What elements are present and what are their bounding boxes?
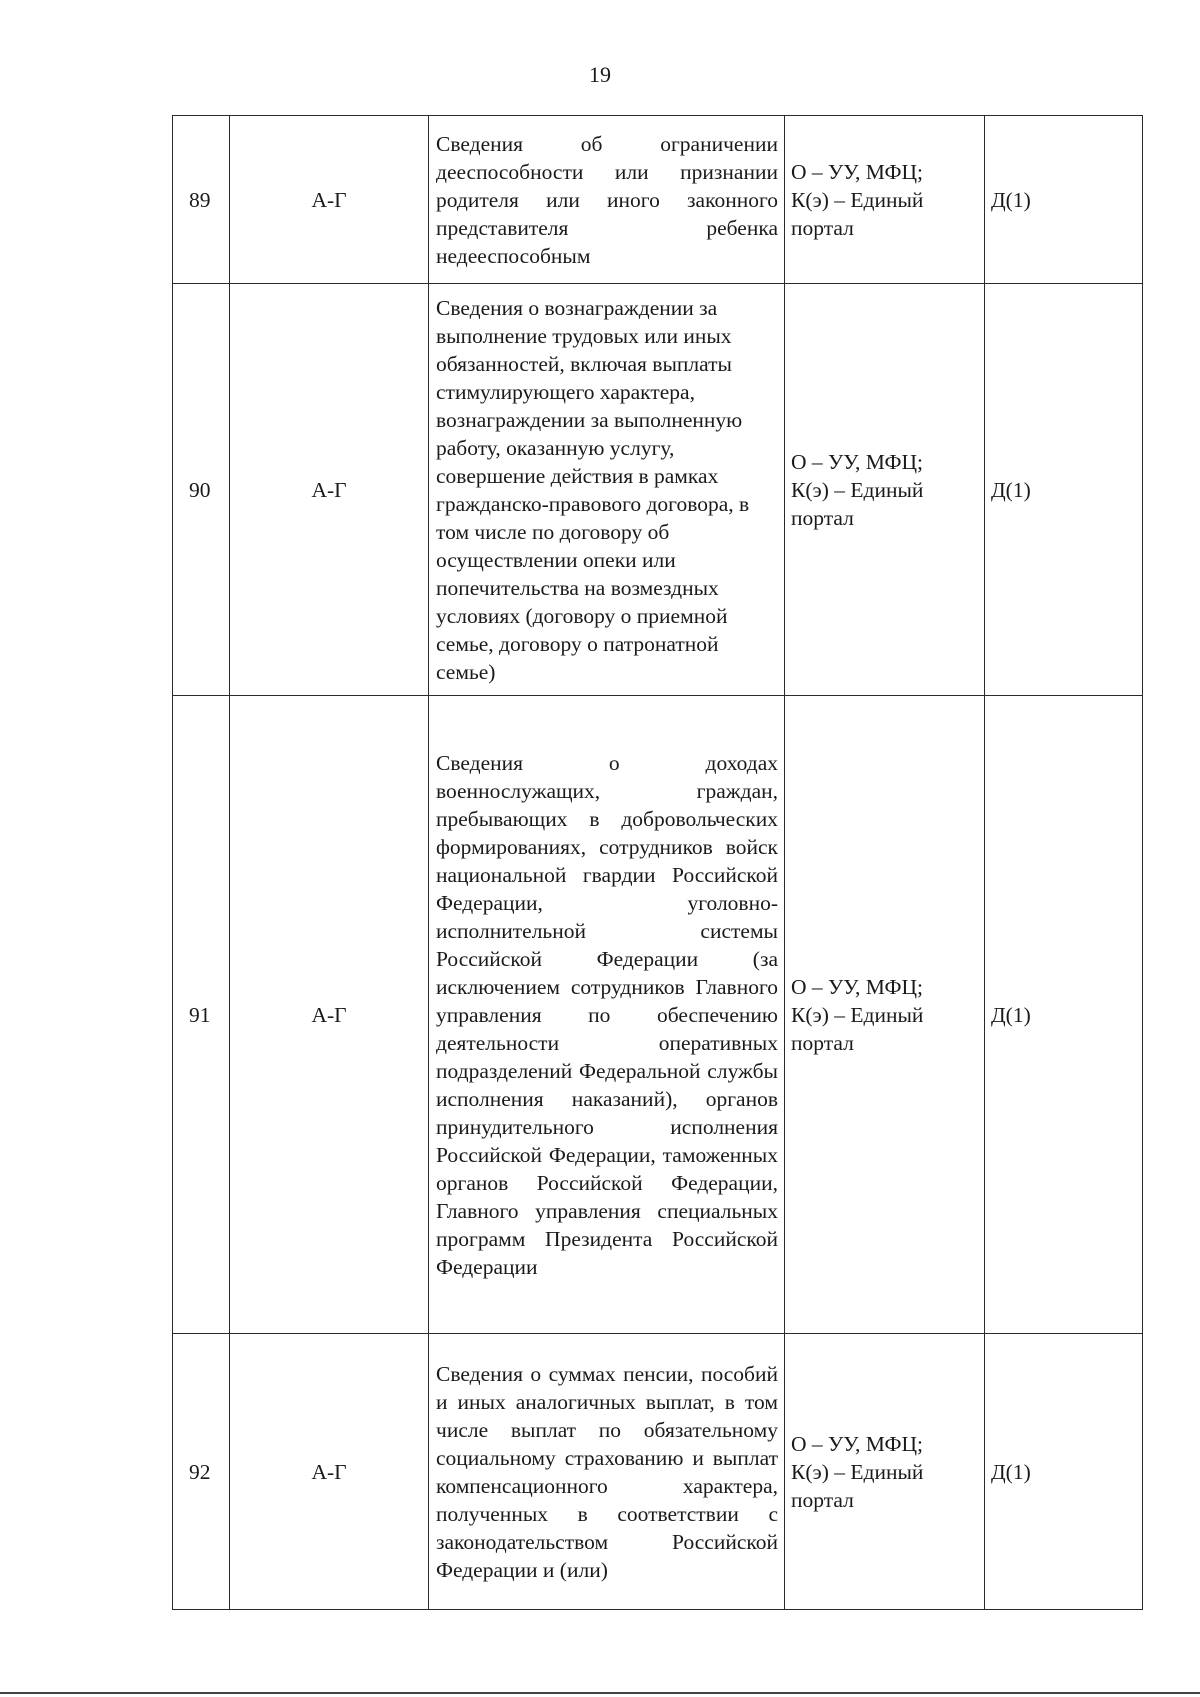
page-bottom-rule	[0, 1692, 1200, 1694]
source-line: портал	[791, 1487, 854, 1512]
row-number: 90	[173, 284, 230, 696]
source-line: портал	[791, 215, 854, 240]
row-source	[785, 1334, 985, 1610]
source-line: К(э) – Единый	[791, 1002, 924, 1027]
page-number: 19	[589, 62, 611, 87]
row-code: Д(1)	[985, 1334, 1143, 1610]
row-category: А-Г	[230, 116, 429, 284]
row-source	[785, 284, 985, 696]
source-line: О – УУ, МФЦ;	[791, 159, 924, 184]
row-category: А-Г	[230, 696, 429, 1334]
source-line: К(э) – Единый	[791, 187, 924, 212]
source-line: портал	[791, 505, 854, 530]
table-row	[173, 284, 1143, 696]
source-line: О – УУ, МФЦ;	[791, 449, 924, 474]
source-line: портал	[791, 1030, 854, 1055]
row-description: Сведения о вознаграждении за выполнение трудовых или иных обязанностей, включая выплаты стимулирующего характера, вознаграждении за выполненную работу, оказанную услугу, совершение действия в рамках гражданско-правового договора, в том числе по договору об осуществлении опеки или попечительства на возмездных условиях (договору о приемной семье, договору о патронатной семье)	[429, 284, 785, 696]
table-row	[173, 116, 1143, 284]
source-line: К(э) – Единый	[791, 1459, 924, 1484]
row-description: Сведения о суммах пенсии, пособий и иных аналогичных выплат, в том числе выплат по обязательному социальному страхованию и выплат компенсационного характера, полученных в соответствии с законодательством Российской Федерации и (или)	[429, 1334, 785, 1610]
row-source	[785, 696, 985, 1334]
row-number: 89	[173, 116, 230, 284]
row-category: А-Г	[230, 1334, 429, 1610]
row-code: Д(1)	[985, 116, 1143, 284]
row-source	[785, 116, 985, 284]
source-line: О – УУ, МФЦ;	[791, 974, 924, 999]
source-line: О – УУ, МФЦ;	[791, 1431, 924, 1456]
row-description: Сведения о доходах военнослужащих, граждан, пребывающих в добровольческих формированиях, сотрудников войск национальной гвардии Российской Федерации, уголовно-исполнительной системы Российской Федерации (за исключением сотрудников Главного управления по обеспечению деятельности оперативных подразделений Федеральной службы исполнения наказаний), органов принудительного исполнения Российской Федерации, таможенных органов Российской Федерации, Главного управления специальных программ Президента Российской Федерации	[429, 696, 785, 1334]
row-number: 91	[173, 696, 230, 1334]
source-line: К(э) – Единый	[791, 477, 924, 502]
row-number: 92	[173, 1334, 230, 1610]
table-row	[173, 696, 1143, 1334]
row-category: А-Г	[230, 284, 429, 696]
documents-table	[172, 115, 1143, 1610]
row-description: Сведения об ограничении дееспособности или признании родителя или иного законного представителя ребенка недееспособным	[429, 116, 785, 284]
table-row	[173, 1334, 1143, 1610]
row-code: Д(1)	[985, 284, 1143, 696]
row-code: Д(1)	[985, 696, 1143, 1334]
